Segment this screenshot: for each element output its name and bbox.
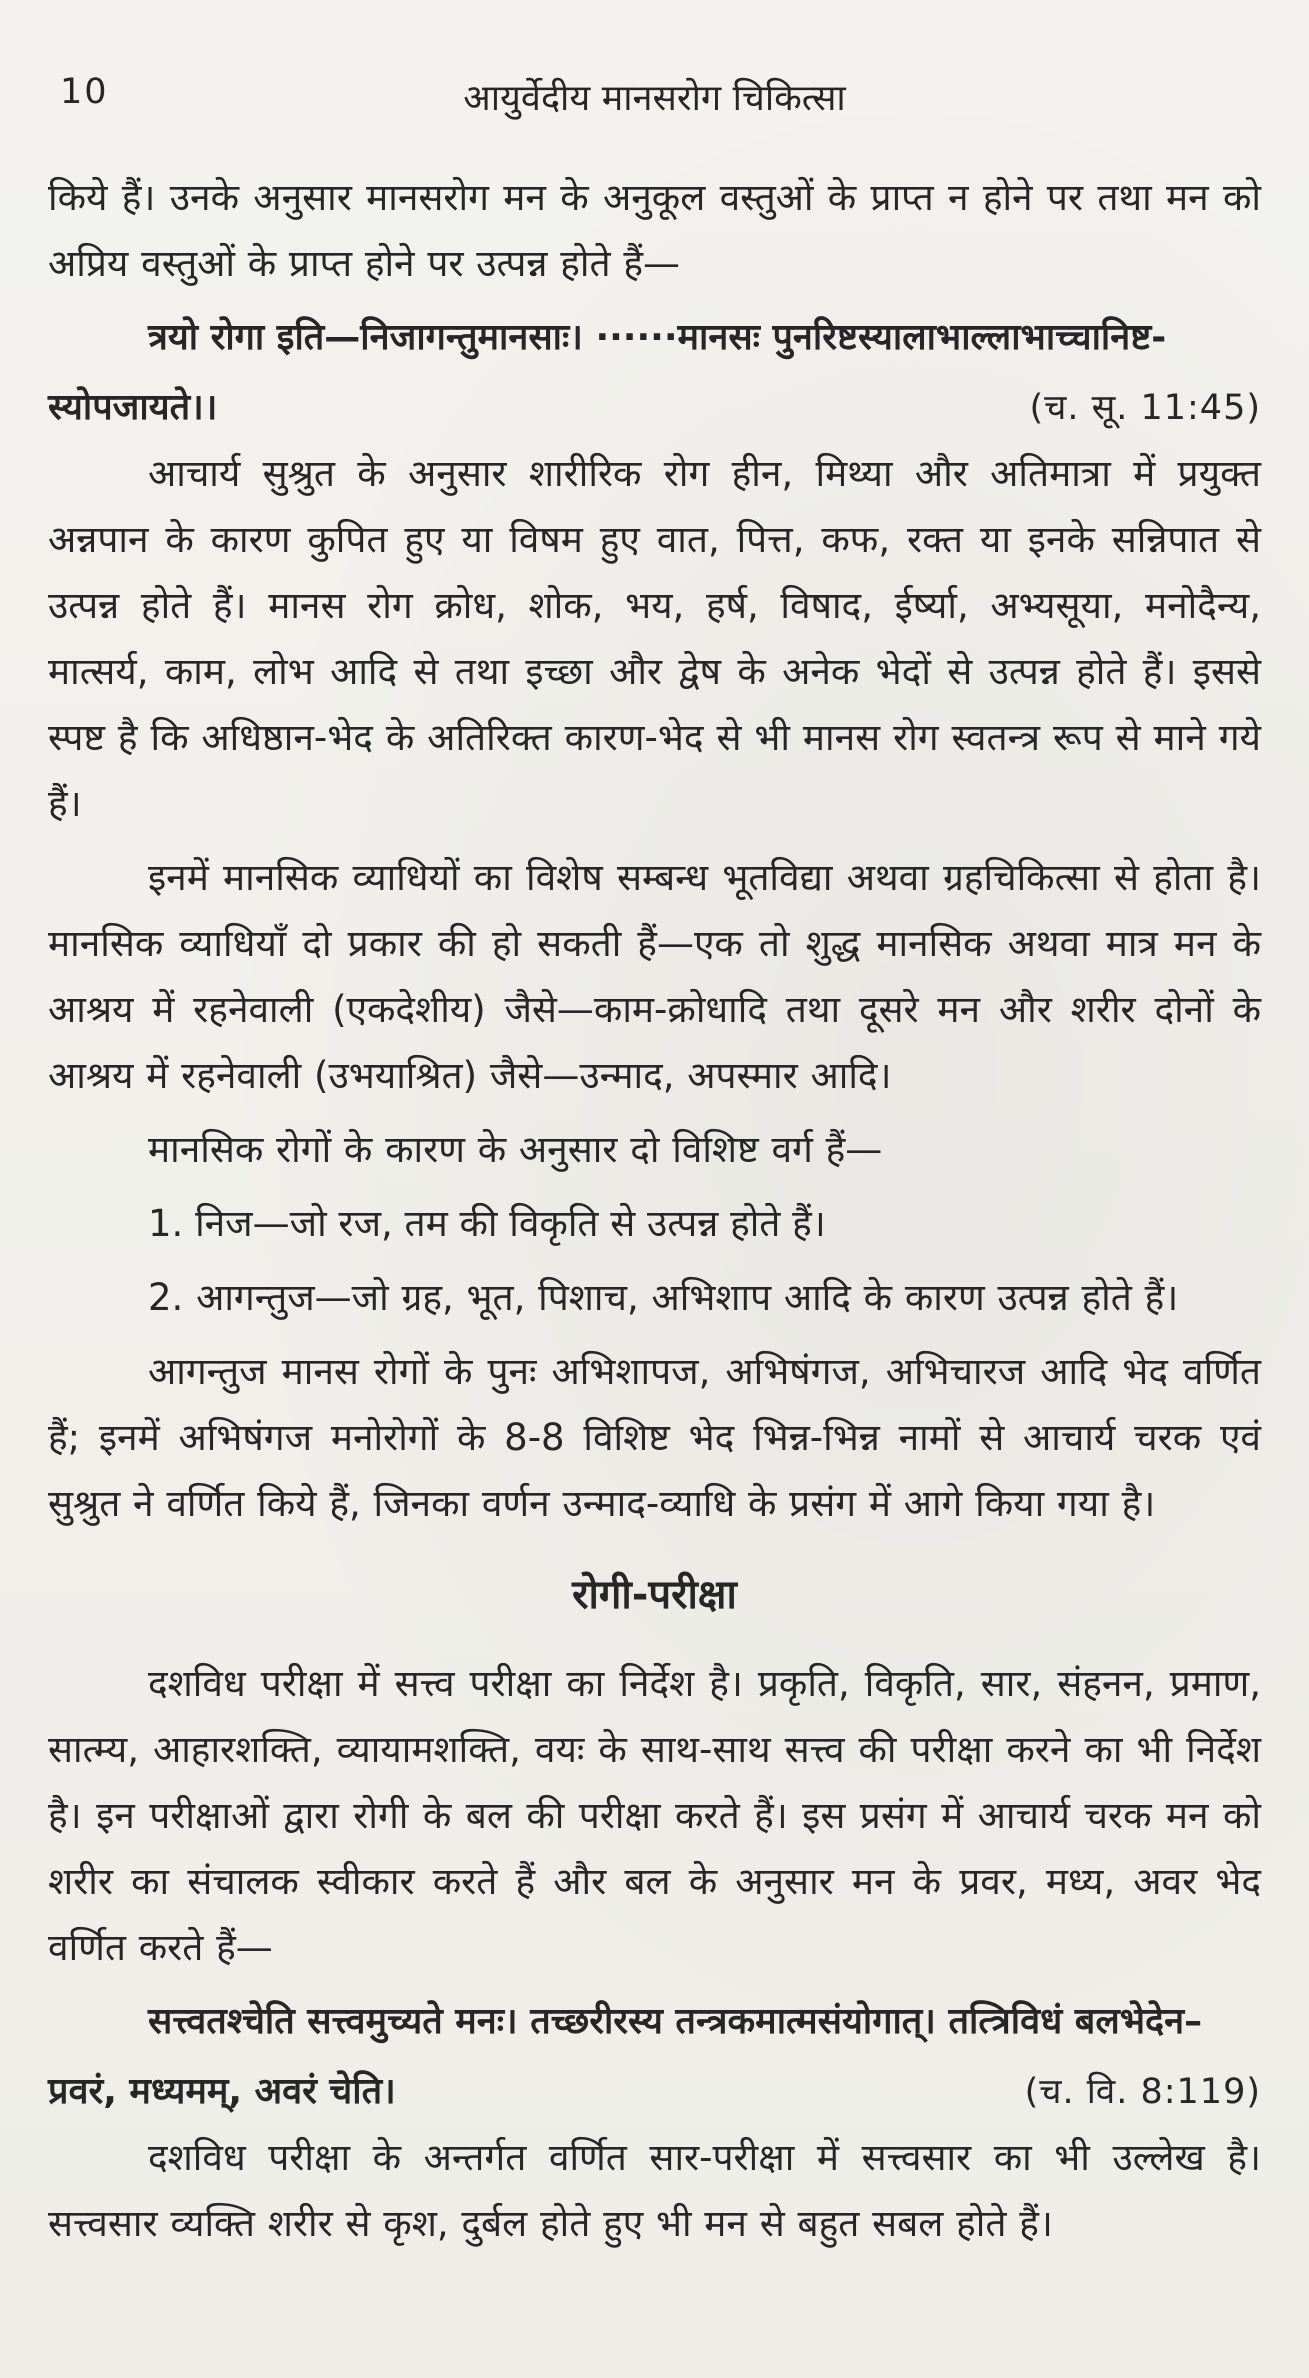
- section-heading: रोगी-परीक्षा: [572, 1572, 737, 1618]
- sanskrit-verse-2: सत्त्वतश्चेति सत्त्वमुच्यते मनः। तच्छरीरस्य तन्त्रकमात्मसंयोगात्। तत्त्रिविधं बलभेदेन–: [148, 2001, 1203, 2042]
- paragraph-5: आगन्तुज मानस रोगों के पुनः अभिशापज, अभिषंगज, अभिचारज आदि भेद वर्णित हैं; इनमें अभिषंगज मनोरोगों के 8-8 विशिष्ट भेद भिन्न-भिन्न नामों से आचार्य चरक एवं सुश्रुत ने वर्णित किये हैं, जिनका वर्णन उन्माद-व्याधि के प्रसंग में आगे किया गया है।: [48, 1350, 1261, 1525]
- paragraph-4: मानसिक रोगों के कारण के अनुसार दो विशिष्ट वर्ग हैं—: [148, 1128, 883, 1171]
- page-body: [48, 165, 1261, 2257]
- sanskrit-verse-1-last-line: स्योपजायते।।: [48, 387, 218, 428]
- sanskrit-verse-1: त्रयो रोगा इति—निजागन्तुमानसाः। ······मानसः पुनरिष्टस्यालाभाल्लाभाच्चानिष्ट-: [148, 317, 1167, 358]
- list-item-1: 1. निज—जो रज, तम की विकृति से उत्पन्न होते हैं।: [148, 1202, 826, 1245]
- paragraph-6: दशविध परीक्षा में सत्त्व परीक्षा का निर्देश है। प्रकृति, विकृति, सार, संहनन, प्रमाण, सात्म्य, आहारशक्ति, व्यायामशक्ति, वयः के साथ-साथ सत्त्व की परीक्षा करने का भी निर्देश है। इन परीक्षाओं द्वारा रोगी के बल की परीक्षा करते हैं। इस प्रसंग में आचार्य चरक मन को शरीर का संचालक स्वीकार करते हैं और बल के अनुसार मन के प्रवर, मध्य, अवर भेद वर्णित करते हैं—: [48, 1662, 1261, 1969]
- paragraph-1: किये हैं। उनके अनुसार मानसरोग मन के अनुकूल वस्तुओं के प्राप्त न होने पर तथा मन को अप्रिय वस्तुओं के प्राप्त होने पर उत्पन्न होते हैं—: [48, 176, 1261, 285]
- paragraph-2: आचार्य सुश्रुत के अनुसार शारीरिक रोग हीन, मिथ्या और अतिमात्रा में प्रयुक्त अन्नपान के कारण कुपित हुए या विषम हुए वात, पित्त, कफ, रक्त या इनके सन्निपात से उत्पन्न होते हैं। मानस रोग क्रोध, शोक, भय, हर्ष, विषाद, ईर्ष्या, अभ्यसूया, मनोदैन्य, मात्सर्य, काम, लोभ आदि से तथा इच्छा और द्वेष के अनेक भेदों से उत्पन्न होते हैं। इससे स्पष्ट है कि अधिष्ठान-भेद के अतिरिक्त कारण-भेद से भी मानस रोग स्वतन्त्र रूप से माने गये हैं।: [48, 452, 1261, 825]
- page-header: [48, 0, 1261, 165]
- sanskrit-verse-2-last-line: प्रवरं, मध्यमम्, अवरं चेति।: [48, 2071, 396, 2112]
- running-title: आयुर्वेदीय मानसरोग चिकित्सा: [463, 78, 846, 119]
- page-number: 10: [60, 72, 109, 112]
- paragraph-7: दशविध परीक्षा के अन्तर्गत वर्णित सार-परीक्षा में सत्त्वसार का भी उल्लेख है। सत्त्वसार व्यक्ति शरीर से कृश, दुर्बल होते हुए भी मन से बहुत सबल होते हैं।: [48, 2136, 1261, 2245]
- paragraph-3: इनमें मानसिक व्याधियों का विशेष सम्बन्ध भूतविद्या अथवा ग्रहचिकित्सा से होता है। मानसिक व्याधियाँ दो प्रकार की हो सकती हैं—एक तो शुद्ध मानसिक अथवा मात्र मन के आश्रय में रहनेवाली (एकदेशीय) जैसे—काम-क्रोधादि तथा दूसरे मन और शरीर दोनों के आश्रय में रहनेवाली (उभयाश्रित) जैसे—उन्माद, अपस्मार आदि।: [48, 856, 1261, 1097]
- sanskrit-verse-2-tail: [48, 2059, 1261, 2125]
- sanskrit-verse-1-tail: [48, 375, 1261, 441]
- verse-1-reference: (च. सू. 11:45): [1029, 388, 1261, 428]
- list-item-2: 2. आगन्तुज—जो ग्रह, भूत, पिशाच, अभिशाप आदि के कारण उत्पन्न होते हैं।: [148, 1276, 1179, 1319]
- verse-2-reference: (च. वि. 8:119): [1024, 2072, 1261, 2112]
